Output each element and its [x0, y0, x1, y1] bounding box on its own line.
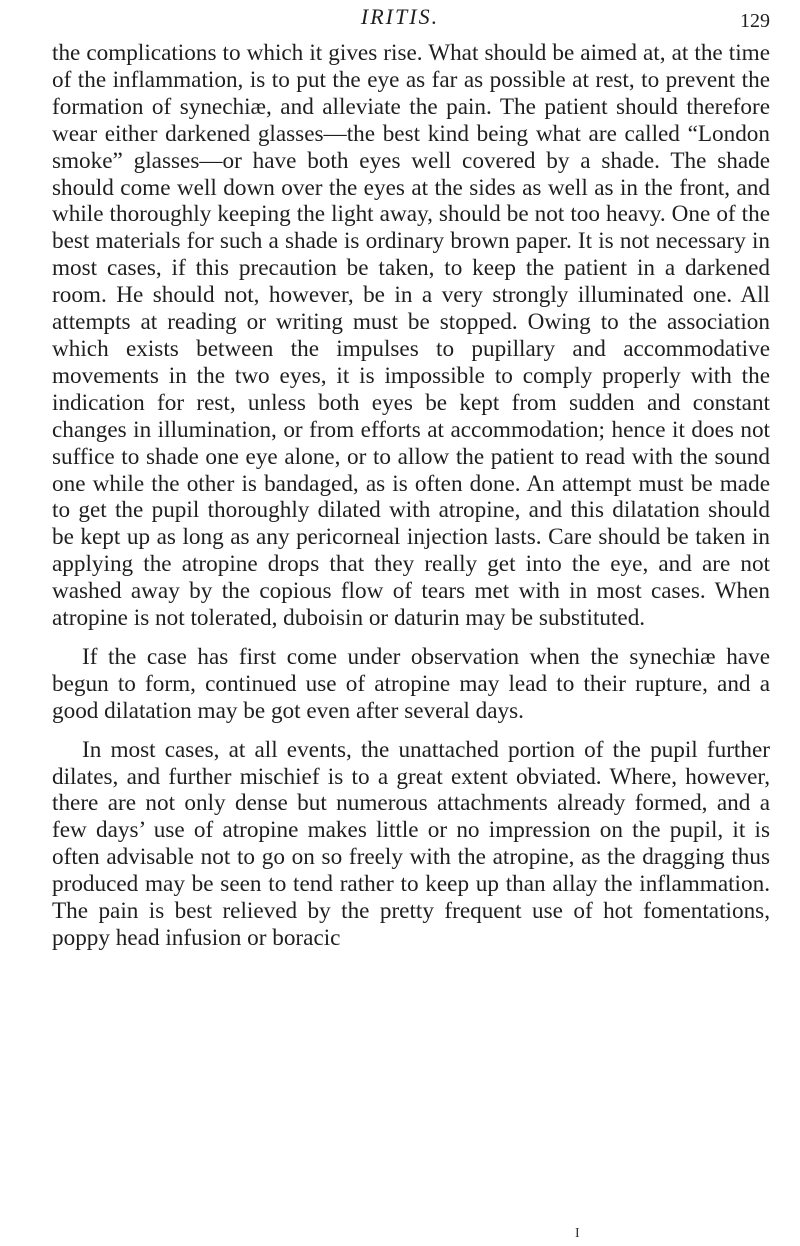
body-text — [52, 40, 770, 952]
paragraph-unattached-pupil: In most cases, at all events, the unattached portion of the pupil further dilates, and further mischief is to a great extent obviated. Where, however, there are not only dense but numerous attachments already formed, and a few days’ use of atropine makes little or no impression on the pupil, it is often advisable not to go on so freely with the atropine, as the dragging thus produced may be seen to tend rather to keep up than allay the inflammation. The pain is best relieved by the pretty frequent use of hot fomentations, poppy head infusion or boracic — [52, 736, 770, 951]
running-title: IRITIS. — [360, 4, 440, 29]
page-number: 129 — [740, 10, 770, 32]
running-head — [0, 4, 800, 32]
signature-mark: I — [575, 1226, 580, 1241]
paragraph-treatment-rest: the complications to which it gives rise. What should be aimed at, at the time of the inflammation, is to put the eye as far as possible at rest, to prevent the formation of synechiæ, and alleviate the pain. The patient should therefore wear either darkened glasses—the best kind being what are called “London smoke” glasses—or have both eyes well covered by a shade. The shade should come well down over the eyes at the sides as well as in the front, and while thoroughly keeping the light away, should be not too heavy. One of the best materials for such a shade is ordinary brown paper. It is not necessary in most cases, if this precaution be taken, to keep the patient in a darkened room. He should not, however, be in a very strongly illuminated one. All attempts at reading or writing must be stopped. Owing to the association which exists between the impulses to pupillary and accommodative movements in the two eyes, it is impossible to comply properly with the indication for rest, unless both eyes be kept from sudden and constant changes in illumination, or from efforts at accommodation; hence it does not suffice to shade one eye alone, or to allow the patient to read with the sound one while the other is bandaged, as is often done. An attempt must be made to get the pupil thoroughly dilated with atropine, and this dilatation should be kept up as long as any pericorneal injection lasts. Care should be taken in applying the atropine drops that they really get into the eye, and are not washed away by the copious flow of tears met with in most cases. When atropine is not tolerated, duboisin or daturin may be substituted. — [52, 40, 770, 632]
paragraph-synechiae: If the case has first come under observation when the synechiæ have begun to form, continued use of atropine may lead to their rupture, and a good dilatation may be got even after several days. — [52, 643, 770, 724]
